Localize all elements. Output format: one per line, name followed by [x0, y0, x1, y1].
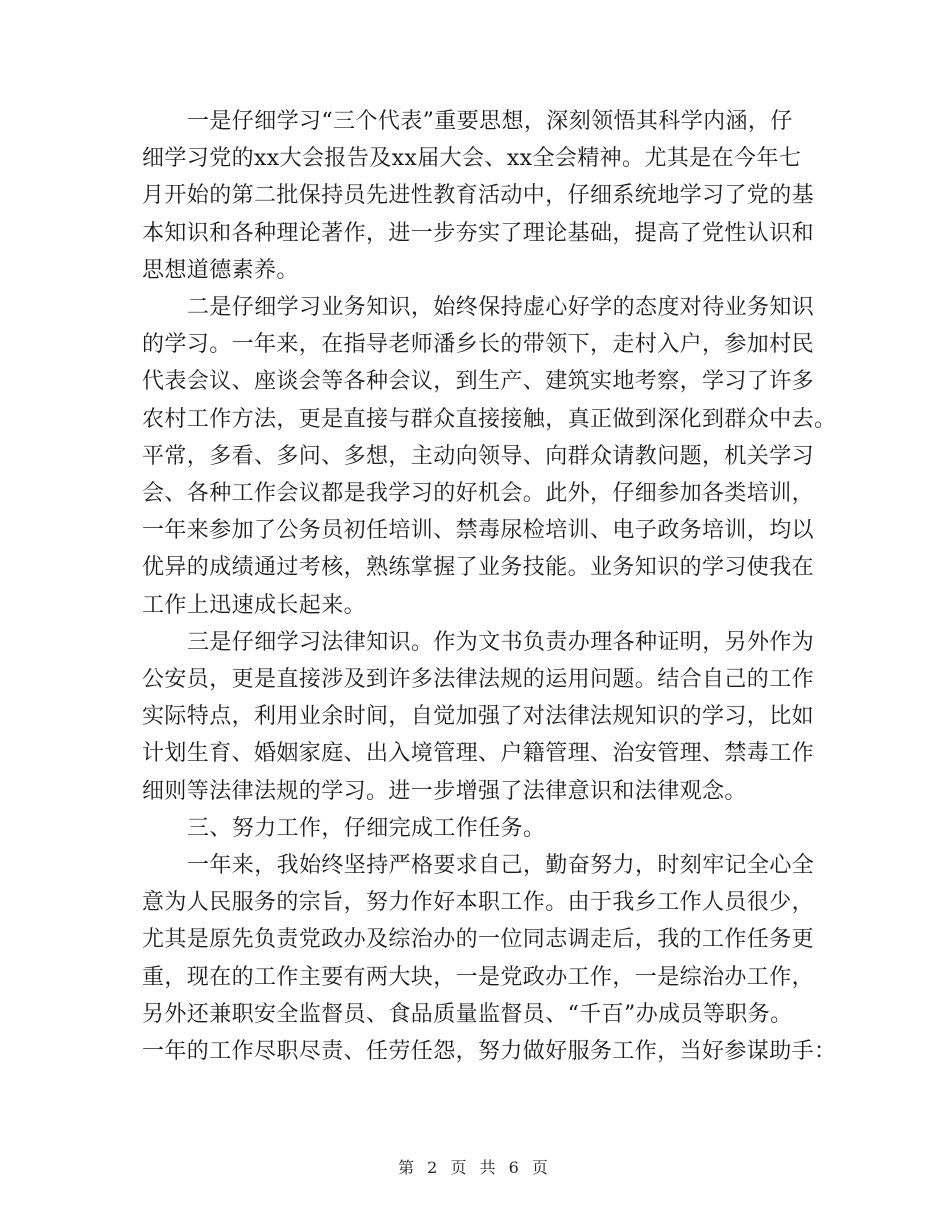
- text-line: 思想道德素养。: [142, 257, 299, 283]
- text-line: 公安员，更是直接涉及到许多法律法规的运用问题。结合自己的工作: [142, 667, 815, 693]
- text-line: 一是仔细学习“三个代表”重要思想，深刻领悟其科学内涵，仔: [187, 109, 793, 134]
- paragraph-study-theory: [142, 103, 815, 289]
- text-line: 另外还兼职安全监督员、食品质量监督员、“千百”办成员等职务。: [142, 1001, 793, 1027]
- text-line: 会、各种工作会议都是我学习的好机会。此外，仔细参加各类培训，: [142, 481, 815, 507]
- document-body: [142, 103, 837, 1070]
- text-line: 一年来参加了公务员初任培训、禁毒尿检培训、电子政务培训，均以: [142, 518, 815, 544]
- section-heading-work: [142, 810, 808, 847]
- heading-line: 三、努力工作，仔细完成工作任务。: [187, 815, 546, 841]
- text-line: 三是仔细学习法律知识。作为文书负责办理各种证明，另外作为: [187, 629, 815, 655]
- text-line: 意为人民服务的宗旨，努力作好本职工作。由于我乡工作人员很少，: [142, 890, 815, 916]
- text-line: 农村工作方法，更是直接与群众直接接触，真正做到深化到群众中去。: [142, 406, 837, 432]
- text-line: 代表会议、座谈会等各种会议，到生产、建筑实地考察，学习了许多: [142, 369, 815, 395]
- text-line: 细则等法律法规的学习。进一步增强了法律意识和法律观念。: [142, 778, 747, 804]
- text-line: 实际特点，利用业余时间，自觉加强了对法律法规知识的学习，比如: [142, 704, 815, 730]
- text-line: 细学习党的xx大会报告及xx届大会、xx全会精神。尤其是在今年七: [142, 146, 802, 172]
- text-line: 重，现在的工作主要有两大块，一是党政办工作，一是综治办工作，: [142, 964, 815, 990]
- text-line: 计划生育、婚姻家庭、出入境管理、户籍管理、治安管理、禁毒工作: [142, 741, 815, 767]
- text-line: 本知识和各种理论著作，进一步夯实了理论基础，提高了党性认识和: [142, 220, 815, 246]
- paragraph-study-law: [142, 624, 815, 810]
- text-line: 一年来，我始终坚持严格要求自己，勤奋努力，时刻牢记全心全: [187, 853, 815, 879]
- text-line: 工作上迅速成长起来。: [142, 592, 367, 618]
- text-line: 优异的成绩通过考核，熟练掌握了业务技能。业务知识的学习使我在: [142, 555, 815, 581]
- paragraph-work-summary: [142, 847, 837, 1070]
- text-line: 的学习。一年来，在指导老师潘乡长的带领下，走村入户，参加村民: [142, 332, 815, 358]
- paragraph-study-business: [142, 289, 837, 624]
- text-line: 平常，多看、多问、多想，主动向领导、向群众请教问题，机关学习: [142, 443, 815, 469]
- text-line: 一年的工作尽职尽责、任劳任怨，努力做好服务工作，当好参谋助手：: [142, 1039, 837, 1065]
- text-line: 二是仔细学习业务知识，始终保持虚心好学的态度对待业务知识: [187, 295, 815, 321]
- page-number-footer: 第 2 页 共 6 页: [398, 1158, 552, 1177]
- text-line: 月开始的第二批保持员先进性教育活动中，仔细系统地学习了党的基: [142, 183, 815, 209]
- text-line: 尤其是原先负责党政办及综治办的一位同志调走后，我的工作任务更: [142, 927, 815, 953]
